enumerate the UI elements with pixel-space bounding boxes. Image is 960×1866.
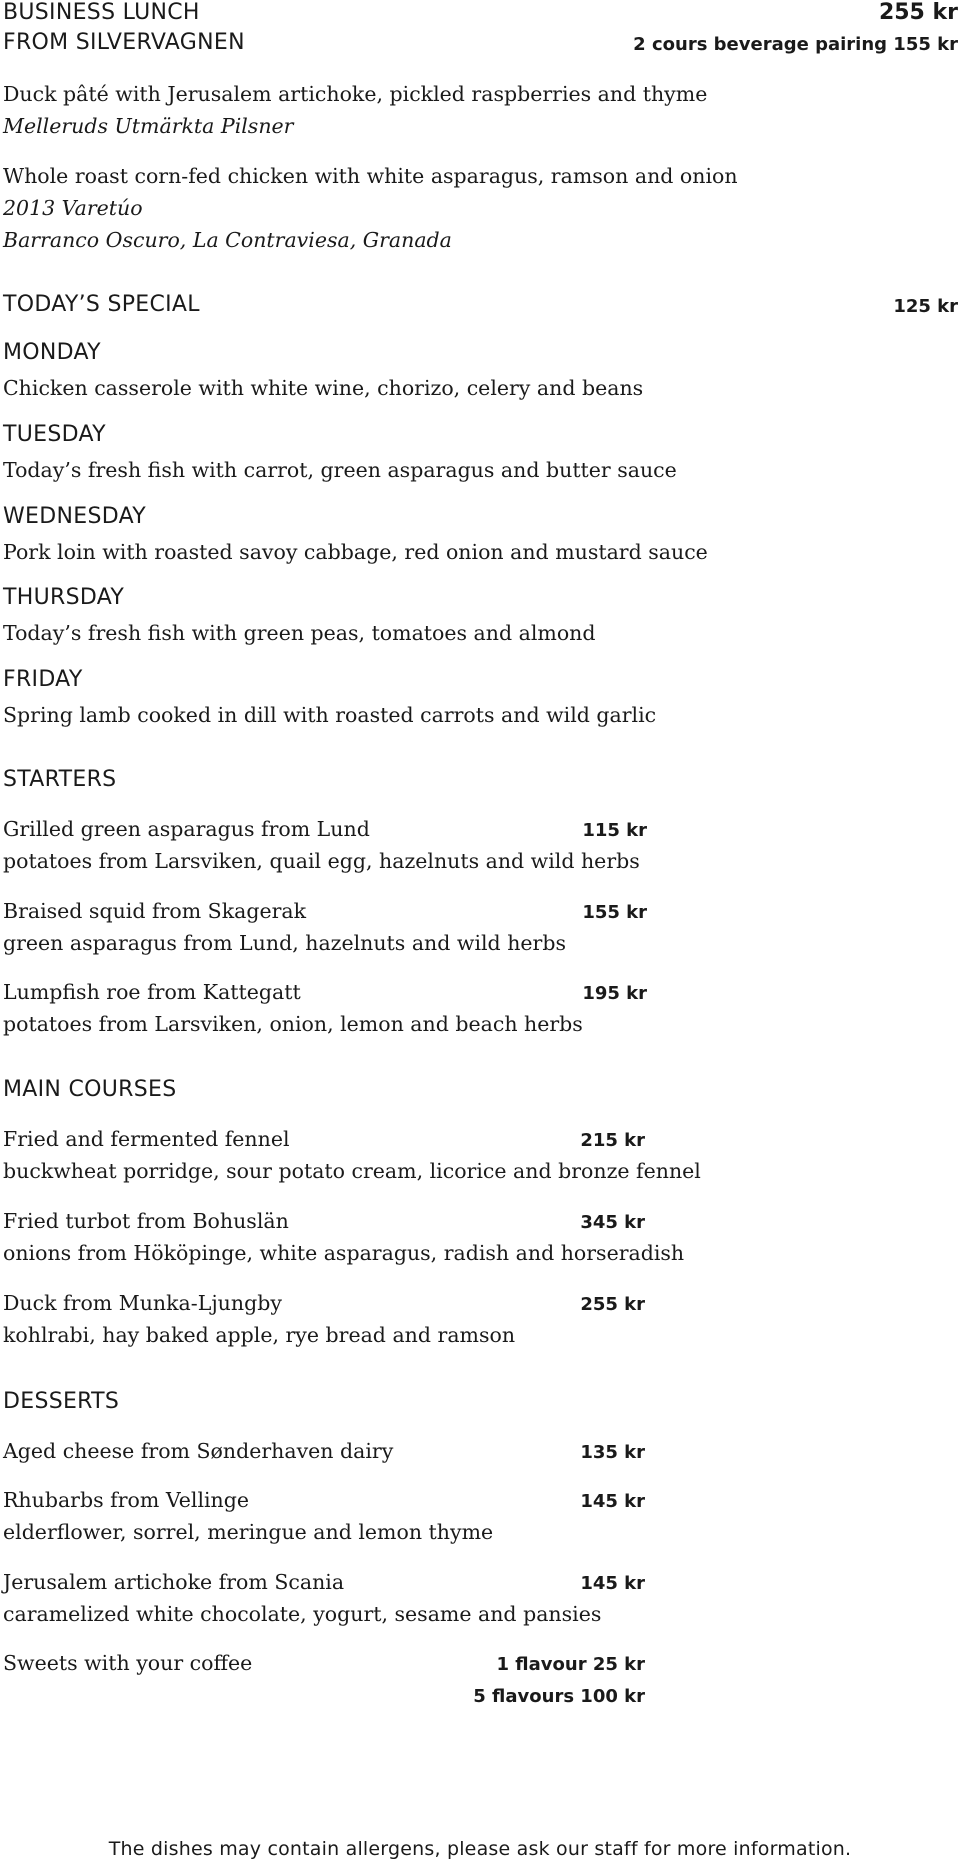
day-monday-dish: Chicken casserole with white wine, chorizo, celery and beans	[3, 376, 644, 400]
beverage-pairing-price: 2 cours beverage pairing 155 kr	[633, 34, 958, 55]
lunch-dish-2-pairing: 2013 Varetúo	[3, 196, 143, 220]
main-2-desc: onions from Hököpinge, white asparagus, radish and horseradish	[3, 1241, 685, 1265]
dessert-4-name: Sweets with your coffee	[3, 1651, 253, 1675]
dessert-2-name: Rhubarbs from Vellinge	[3, 1488, 250, 1512]
main-3-name: Duck from Munka-Ljungby	[3, 1291, 282, 1315]
day-tuesday: TUESDAY	[3, 422, 106, 447]
lunch-dish-2-pairing-origin: Barranco Oscuro, La Contraviesa, Granada	[3, 228, 452, 252]
dessert-2-price: 145 kr	[580, 1491, 645, 1512]
starter-1-name: Grilled green asparagus from Lund	[3, 817, 370, 841]
day-friday-dish: Spring lamb cooked in dill with roasted carrots and wild garlic	[3, 703, 657, 727]
business-lunch-subtitle: FROM SILVERVAGNEN	[3, 30, 245, 55]
business-lunch-title: BUSINESS LUNCH	[3, 0, 200, 25]
day-wednesday-dish: Pork loin with roasted savoy cabbage, red onion and mustard sauce	[3, 540, 708, 564]
day-friday: FRIDAY	[3, 667, 83, 692]
lunch-dish-1: Duck pâté with Jerusalem artichoke, pickled raspberries and thyme	[3, 82, 708, 106]
day-wednesday: WEDNESDAY	[3, 504, 146, 529]
dessert-4-price-alt: 5 flavours 100 kr	[473, 1686, 645, 1707]
main-3-desc: kohlrabi, hay baked apple, rye bread and ramson	[3, 1323, 516, 1347]
starter-3-desc: potatoes from Larsviken, onion, lemon and beach herbs	[3, 1012, 583, 1036]
dessert-2-desc: elderflower, sorrel, meringue and lemon thyme	[3, 1520, 494, 1544]
lunch-dish-2: Whole roast corn-fed chicken with white asparagus, ramson and onion	[3, 164, 738, 188]
day-thursday-dish: Today’s fresh fish with green peas, tomatoes and almond	[3, 621, 596, 645]
starter-3-price: 195 kr	[582, 983, 647, 1004]
starter-3-name: Lumpfish roe from Kattegatt	[3, 980, 301, 1004]
dessert-1-name: Aged cheese from Sønderhaven dairy	[3, 1439, 394, 1463]
starter-2-price: 155 kr	[582, 902, 647, 923]
starters-title: STARTERS	[3, 767, 117, 792]
day-monday: MONDAY	[3, 340, 101, 365]
dessert-3-name: Jerusalem artichoke from Scania	[3, 1570, 345, 1594]
main-2-name: Fried turbot from Bohuslän	[3, 1209, 289, 1233]
main-1-price: 215 kr	[580, 1130, 645, 1151]
dessert-4-price: 1 flavour 25 kr	[496, 1654, 645, 1675]
allergen-note: The dishes may contain allergens, please ask our staff for more information.	[108, 1838, 852, 1860]
day-thursday: THURSDAY	[3, 585, 125, 610]
business-lunch-price: 255 kr	[878, 0, 958, 25]
main-1-desc: buckwheat porridge, sour potato cream, licorice and bronze fennel	[3, 1159, 701, 1183]
desserts-title: DESSERTS	[3, 1389, 120, 1414]
main-1-name: Fried and fermented fennel	[3, 1127, 290, 1151]
special-title: TODAY’S SPECIAL	[3, 292, 200, 317]
special-price: 125 kr	[893, 296, 958, 317]
starter-1-desc: potatoes from Larsviken, quail egg, hazelnuts and wild herbs	[3, 849, 640, 873]
starter-2-desc: green asparagus from Lund, hazelnuts and wild herbs	[3, 931, 566, 955]
main-3-price: 255 kr	[580, 1294, 645, 1315]
dessert-3-desc: caramelized white chocolate, yogurt, sesame and pansies	[3, 1602, 602, 1626]
main-2-price: 345 kr	[580, 1212, 645, 1233]
day-tuesday-dish: Today’s fresh fish with carrot, green asparagus and butter sauce	[3, 458, 677, 482]
starter-1-price: 115 kr	[582, 820, 647, 841]
starter-2-name: Braised squid from Skagerak	[3, 899, 307, 923]
dessert-1-price: 135 kr	[580, 1442, 645, 1463]
mains-title: MAIN COURSES	[3, 1077, 177, 1102]
dessert-3-price: 145 kr	[580, 1573, 645, 1594]
lunch-dish-1-pairing: Melleruds Utmärkta Pilsner	[3, 114, 294, 138]
